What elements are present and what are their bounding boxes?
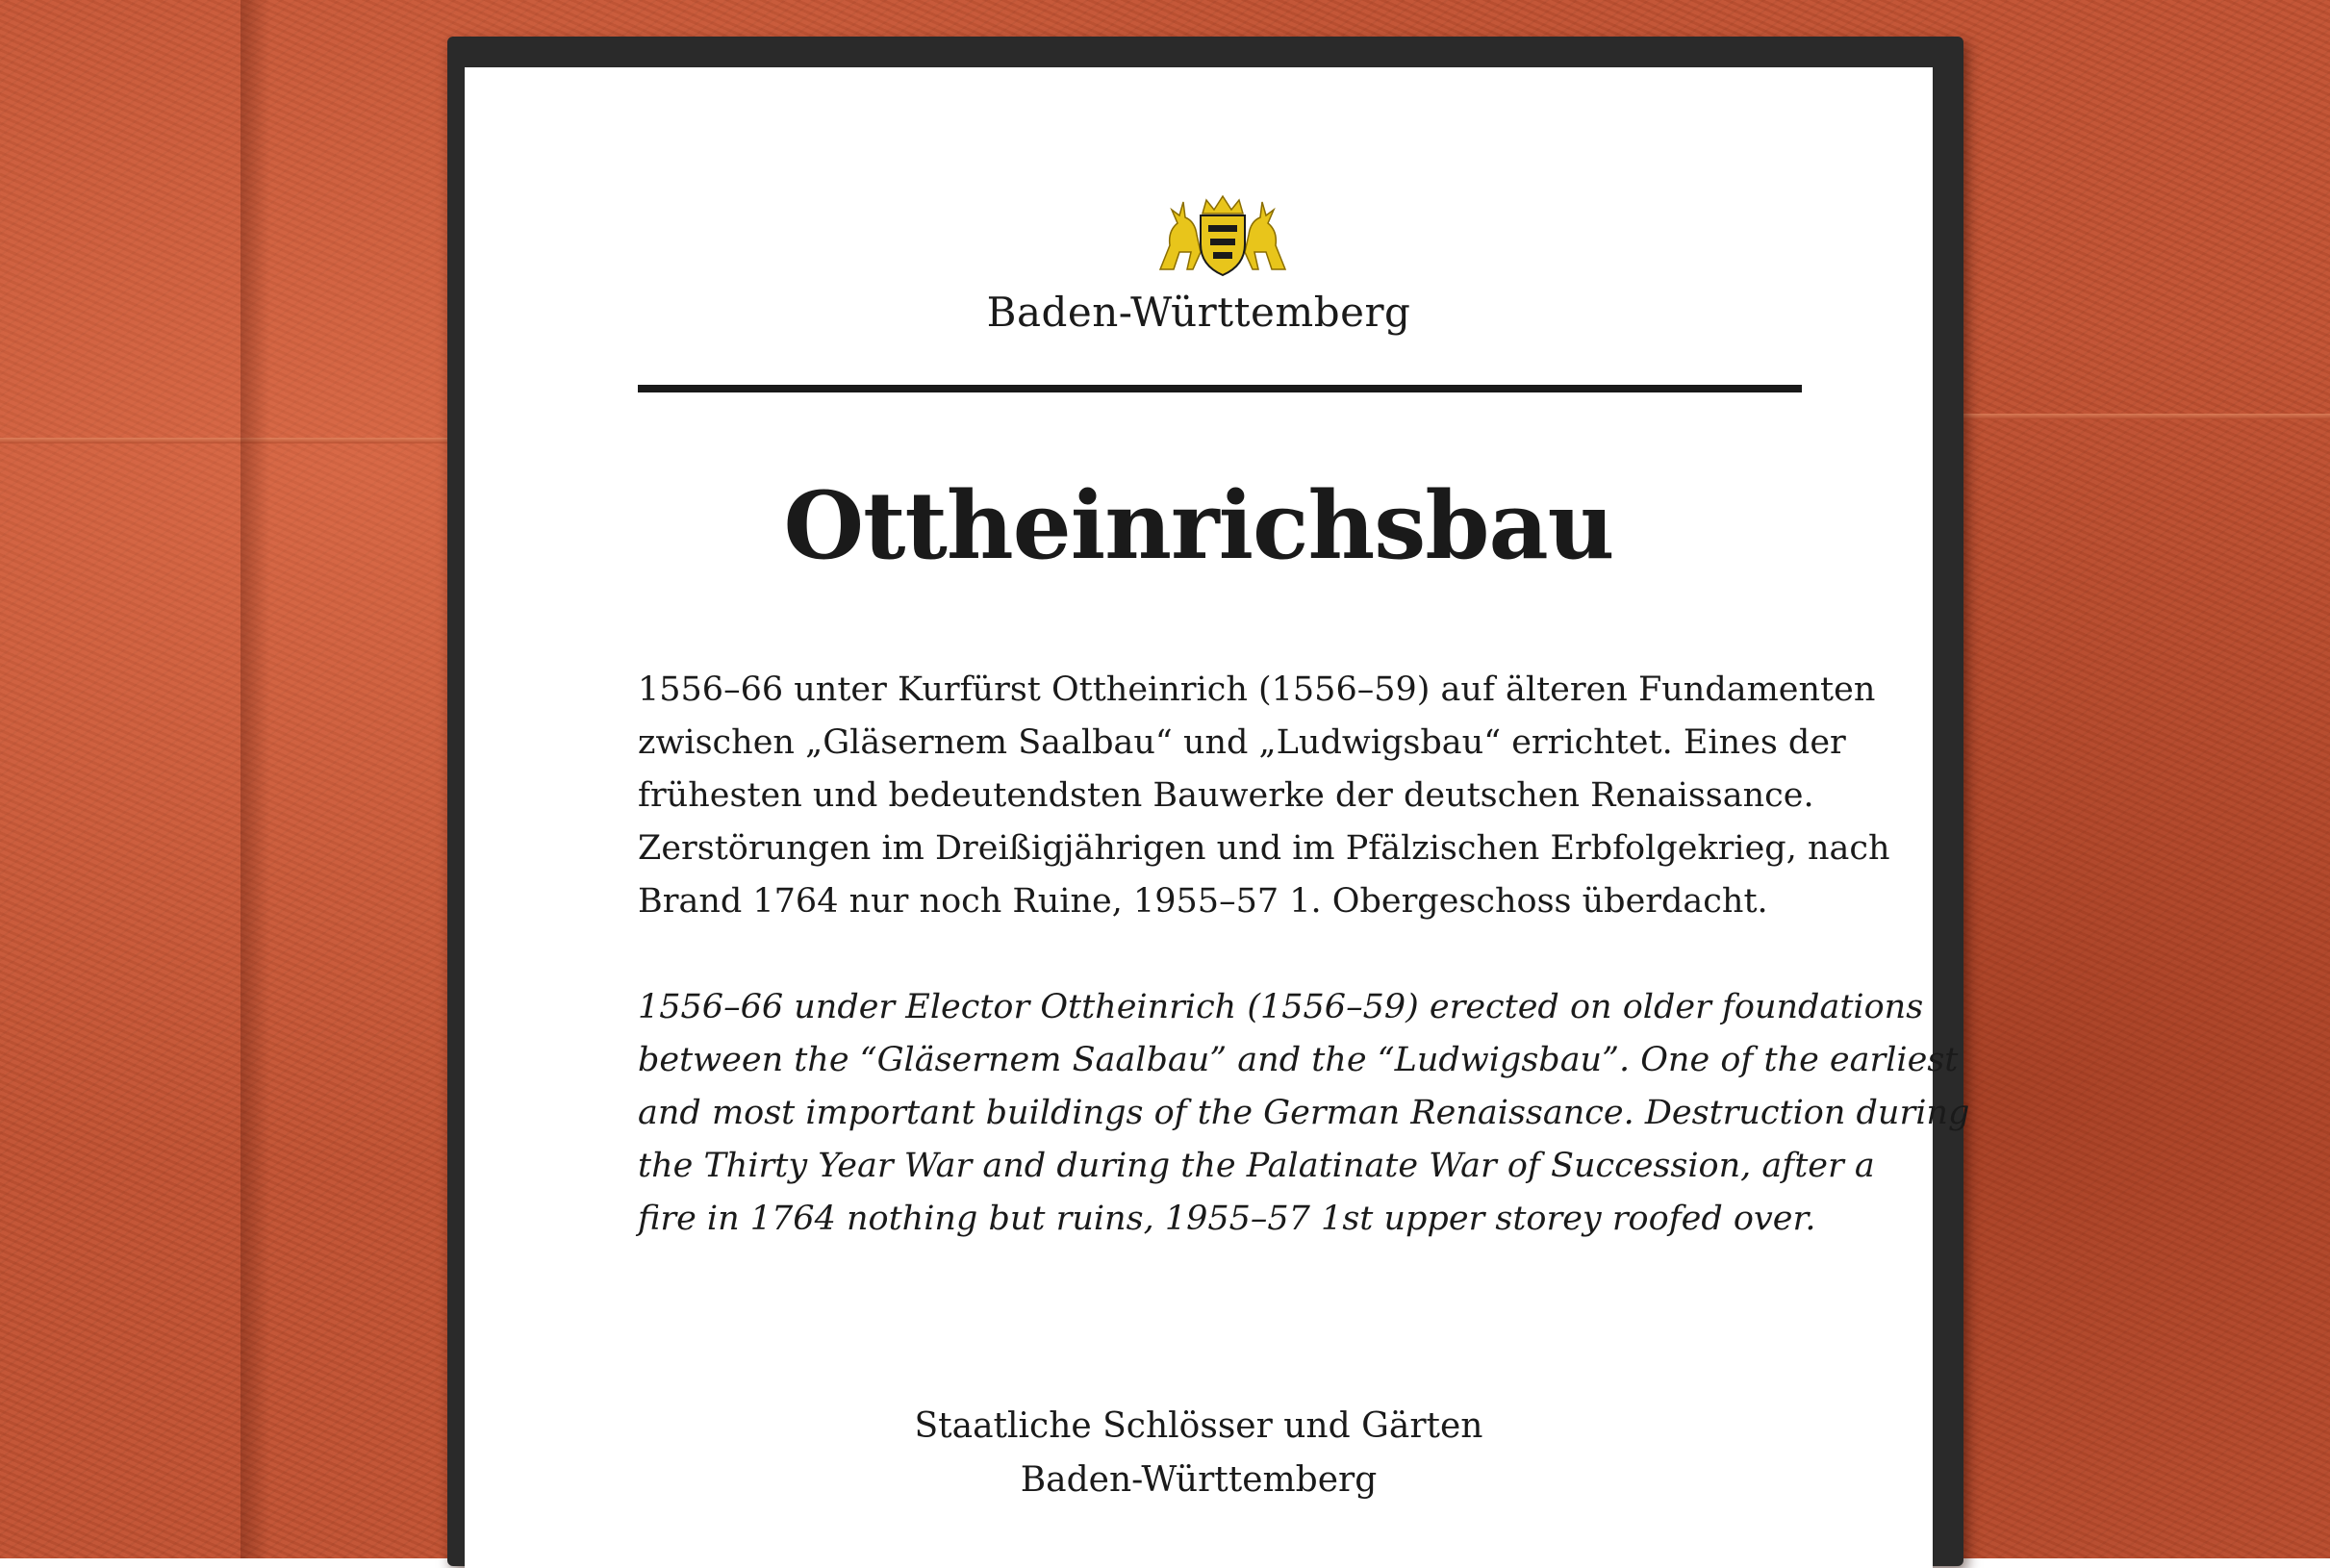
german-description — [638, 664, 1890, 928]
wall-shadow-edge — [241, 0, 269, 1558]
english-text-line: and most important buildings of the German Renaissance. Destruction during — [638, 1094, 1970, 1132]
german-text-line: 1556–66 unter Kurfürst Ottheinrich (1556–59) auf älteren Fundamenten — [638, 670, 1876, 709]
wall-mortar-joint-left — [0, 438, 452, 443]
state-name-heading: Baden-Württemberg — [986, 289, 1411, 336]
english-description — [638, 981, 1970, 1246]
coat-of-arms-icon — [1151, 192, 1295, 279]
information-plaque — [447, 37, 1970, 1566]
wall-mortar-joint-right — [1963, 414, 2330, 419]
english-text-line: the Thirty Year War and during the Palatinate War of Succession, after a — [638, 1147, 1875, 1185]
german-text-line: Zerstörungen im Dreißigjährigen und im Pfälzischen Erbfolgekrieg, nach — [638, 829, 1890, 868]
footer-organization: Staatliche Schlösser und Gärten — [914, 1406, 1483, 1446]
german-text-line: zwischen „Gläsernem Saalbau“ und „Ludwigsbau“ errichtet. Eines der — [638, 723, 1846, 762]
plaque-face — [465, 67, 1970, 1568]
german-text-line: Brand 1764 nur noch Ruine, 1955–57 1. Obergeschoss überdacht. — [638, 882, 1768, 921]
english-text-line: fire in 1764 nothing but ruins, 1955–57 1st upper storey roofed over. — [638, 1200, 1816, 1238]
footer-state: Baden-Württemberg — [1020, 1460, 1378, 1500]
plaque-footer — [465, 1400, 1933, 1507]
divider-rule — [638, 385, 1802, 392]
plaque-title: Ottheinrichsbau — [783, 471, 1614, 580]
english-text-line: 1556–66 under Elector Ottheinrich (1556–59) erected on older foundations — [638, 988, 1924, 1026]
german-text-line: frühesten und bedeutendsten Bauwerke der deutschen Renaissance. — [638, 776, 1814, 815]
english-text-line: between the “Gläsernem Saalbau” and the “Ludwigsbau”. One of the earliest — [638, 1041, 1959, 1079]
